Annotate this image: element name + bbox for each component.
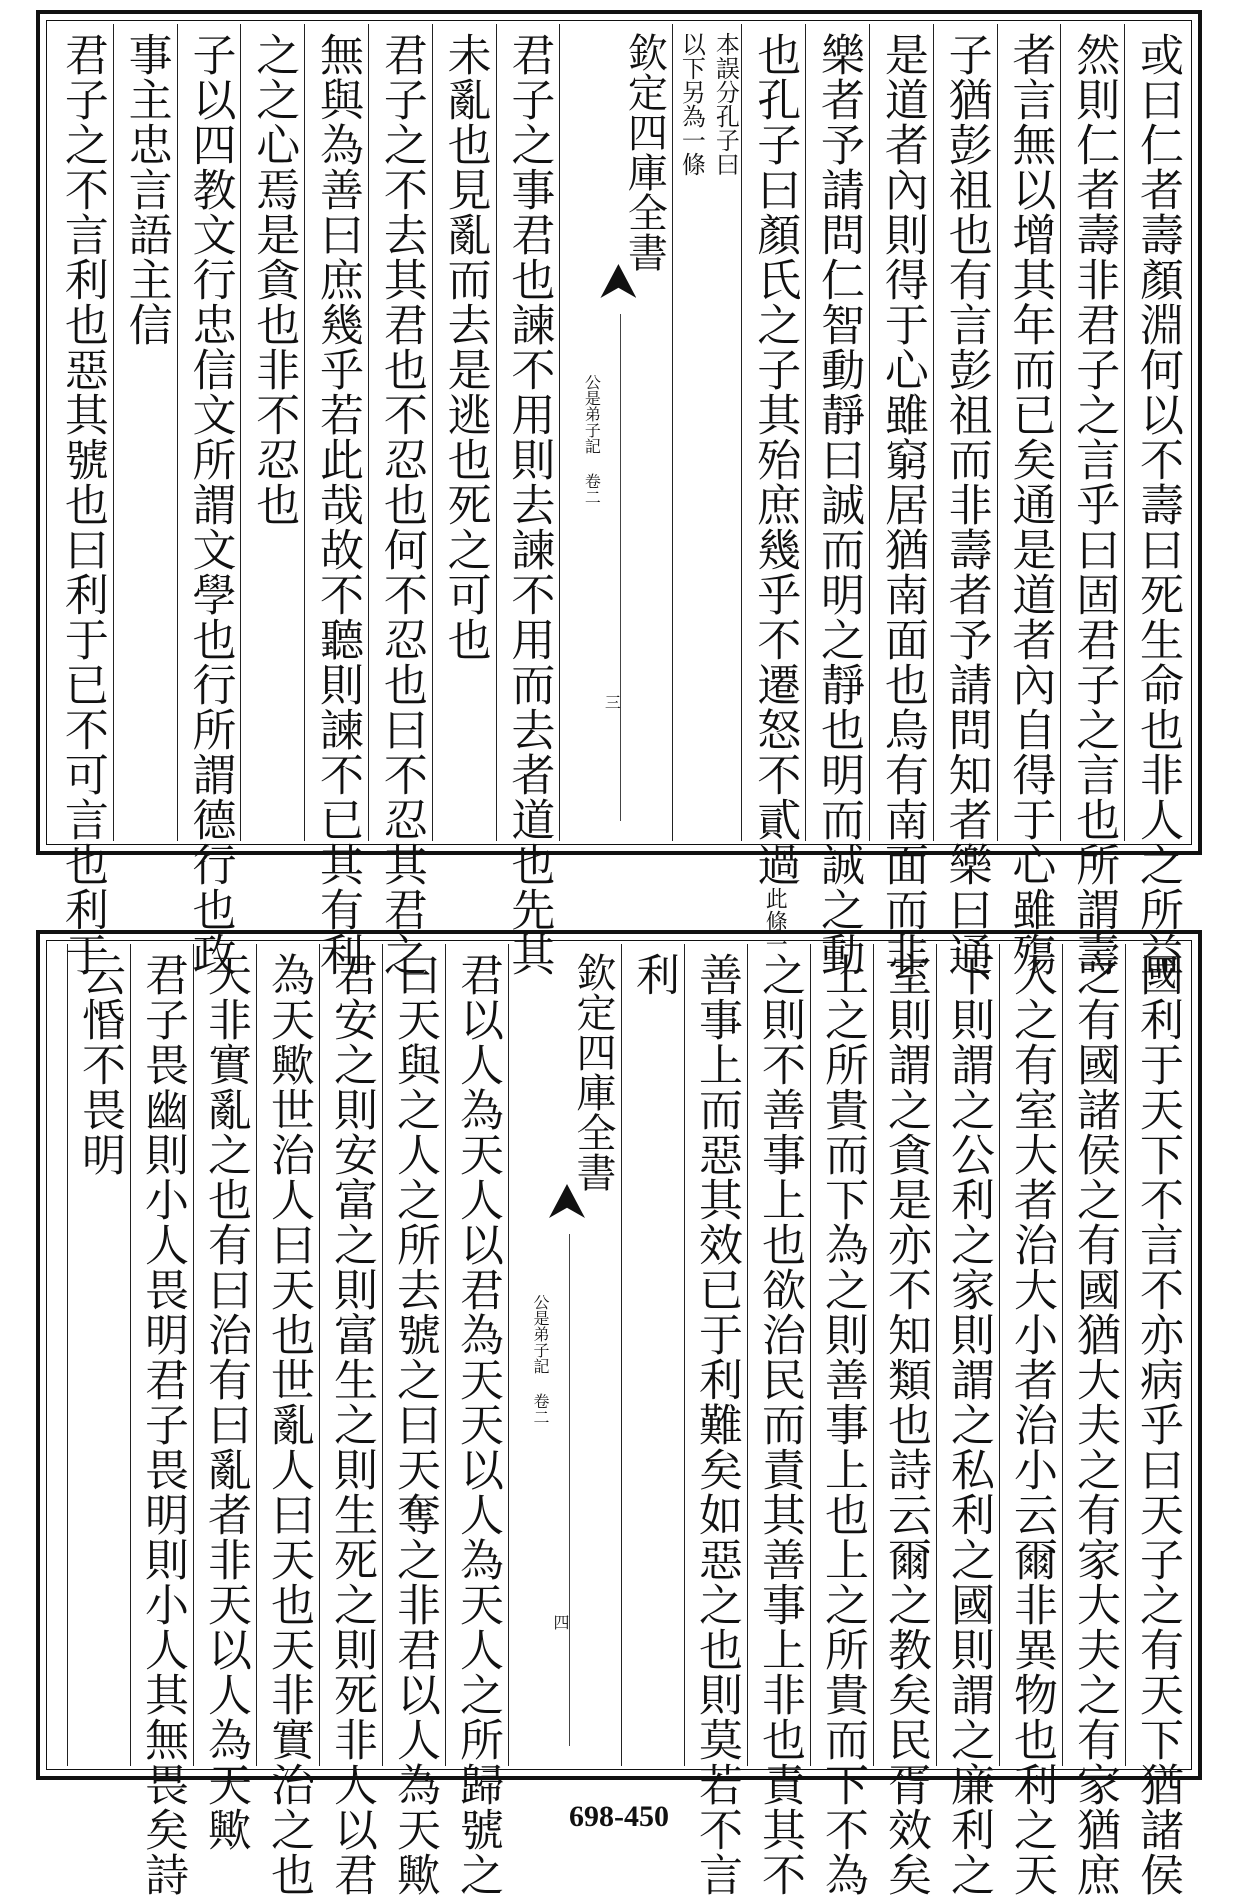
fold-line — [620, 314, 621, 821]
text-column: 或曰仁者壽顏淵何以不壽曰死生命也非人之所益 — [1124, 24, 1188, 841]
volume-label: 公是弟子記 卷二 — [531, 1294, 550, 1425]
fold-line — [569, 1234, 570, 1746]
center-fold — [559, 24, 672, 841]
page-top — [36, 10, 1202, 977]
text-column: 然則仁者壽非君子之言乎曰固君子之言也所謂壽 — [1060, 24, 1124, 841]
inline-note-tail: 一 — [762, 933, 788, 956]
text-column: 之有國諸侯之有國猶大夫之有家大夫之有家猶庶 — [1062, 944, 1125, 1766]
text-column: 君子之不言利也惡其號也曰利于已不可言也利于 — [56, 32, 108, 977]
annotation-line: 本誤分孔子曰 — [711, 32, 740, 176]
text-column: 君子之事君也諫不用則去諫不用而去者道也先其 — [496, 24, 560, 841]
text-column: 子猶彭祖也有言彭祖而非壽者予請問知者樂曰通 — [933, 24, 997, 841]
text-column: 室則謂之貪是亦不知類也詩云爾之教矣民胥效矣 — [873, 944, 936, 1766]
text-column: 樂者予請問仁智動靜曰誠而明之靜也明而誠之動 — [805, 24, 869, 841]
text-column: 天非實亂之也有曰治有曰亂者非天以人為天歟 — [193, 944, 256, 1766]
text-column: 君子之不去其君也不忍也何不忍也曰不忍其君之 — [368, 24, 432, 841]
text-column: 為天歟世治人曰天也世亂人曰天也天非實治之也 — [256, 944, 319, 1766]
text-column: 利 — [621, 944, 684, 1766]
text-column: 未亂也見亂而去是逃也死之可也 — [432, 24, 496, 841]
text-column: 上之所貴而下為之則善事上也上之所貴而下不為 — [810, 944, 873, 1766]
text-column: 是道者內則得于心雖窮居猶南面也烏有南面而非 — [869, 24, 933, 841]
text-column-with-note — [741, 24, 805, 956]
center-fold — [508, 944, 621, 1766]
text-column: 云惛不畏明 — [67, 944, 130, 1766]
inline-note: 此條 — [762, 887, 788, 933]
text-column: 事主忠言語主信 — [113, 24, 177, 841]
text-column: 之則不善事上也欲治民而責其善事上非也責其不 — [747, 944, 810, 1766]
text-column: 君子畏幽則小人畏明君子畏明則小人其無畏矣詩 — [130, 944, 193, 1766]
text-column — [50, 944, 67, 1766]
folio-number: 四 — [551, 1614, 570, 1630]
text-column: 之之心焉是貪也非不忍也 — [240, 24, 304, 841]
text-column: 君安之則安富之則富生之則生死之則死非人以君 — [319, 944, 382, 1766]
volume-label: 公是弟子記 卷二 — [582, 374, 602, 505]
annotation-column — [672, 24, 741, 841]
page-number: 698-450 — [569, 1800, 669, 1833]
text-column: 者言無以增其年而已矣通是道者內自得于心雖殤 — [997, 24, 1061, 841]
text-column: 人之有室大者治大小者治小云爾非異物也利之天 — [999, 944, 1062, 1766]
text-columns — [50, 24, 1188, 977]
annotation-line: 以下另為一條 — [677, 32, 706, 176]
text-column: 曰天與之人之所去號之曰天奪之非君以人為天歟 — [382, 944, 445, 1766]
text-column: 國利于天下不言不亦病乎曰天子之有天下猶諸侯 — [1125, 944, 1188, 1766]
main-text: 也孔子曰顏氏之子其殆庶幾乎不遷怒不貳過 — [749, 32, 801, 887]
text-column: 君以人為天人以君為天天以人為天人之所歸號之 — [445, 944, 508, 1766]
text-column: 善事上而惡其效已于利難矣如惡之也則莫若不言 — [684, 944, 747, 1766]
book-title: 欽定四庫全書 — [570, 952, 616, 1192]
text-column: 下則謂之公利之家則謂之私利之國則謂之廉利之 — [936, 944, 999, 1766]
folio-number: 三 — [602, 694, 622, 710]
text-column: 子以四教文行忠信文所謂文學也行所謂德行也政 — [177, 24, 241, 841]
text-column: 無與為善曰庶幾乎若此哉故不聽則諫不已其有利 — [304, 24, 368, 841]
book-title: 欽定四庫全書 — [621, 32, 668, 272]
